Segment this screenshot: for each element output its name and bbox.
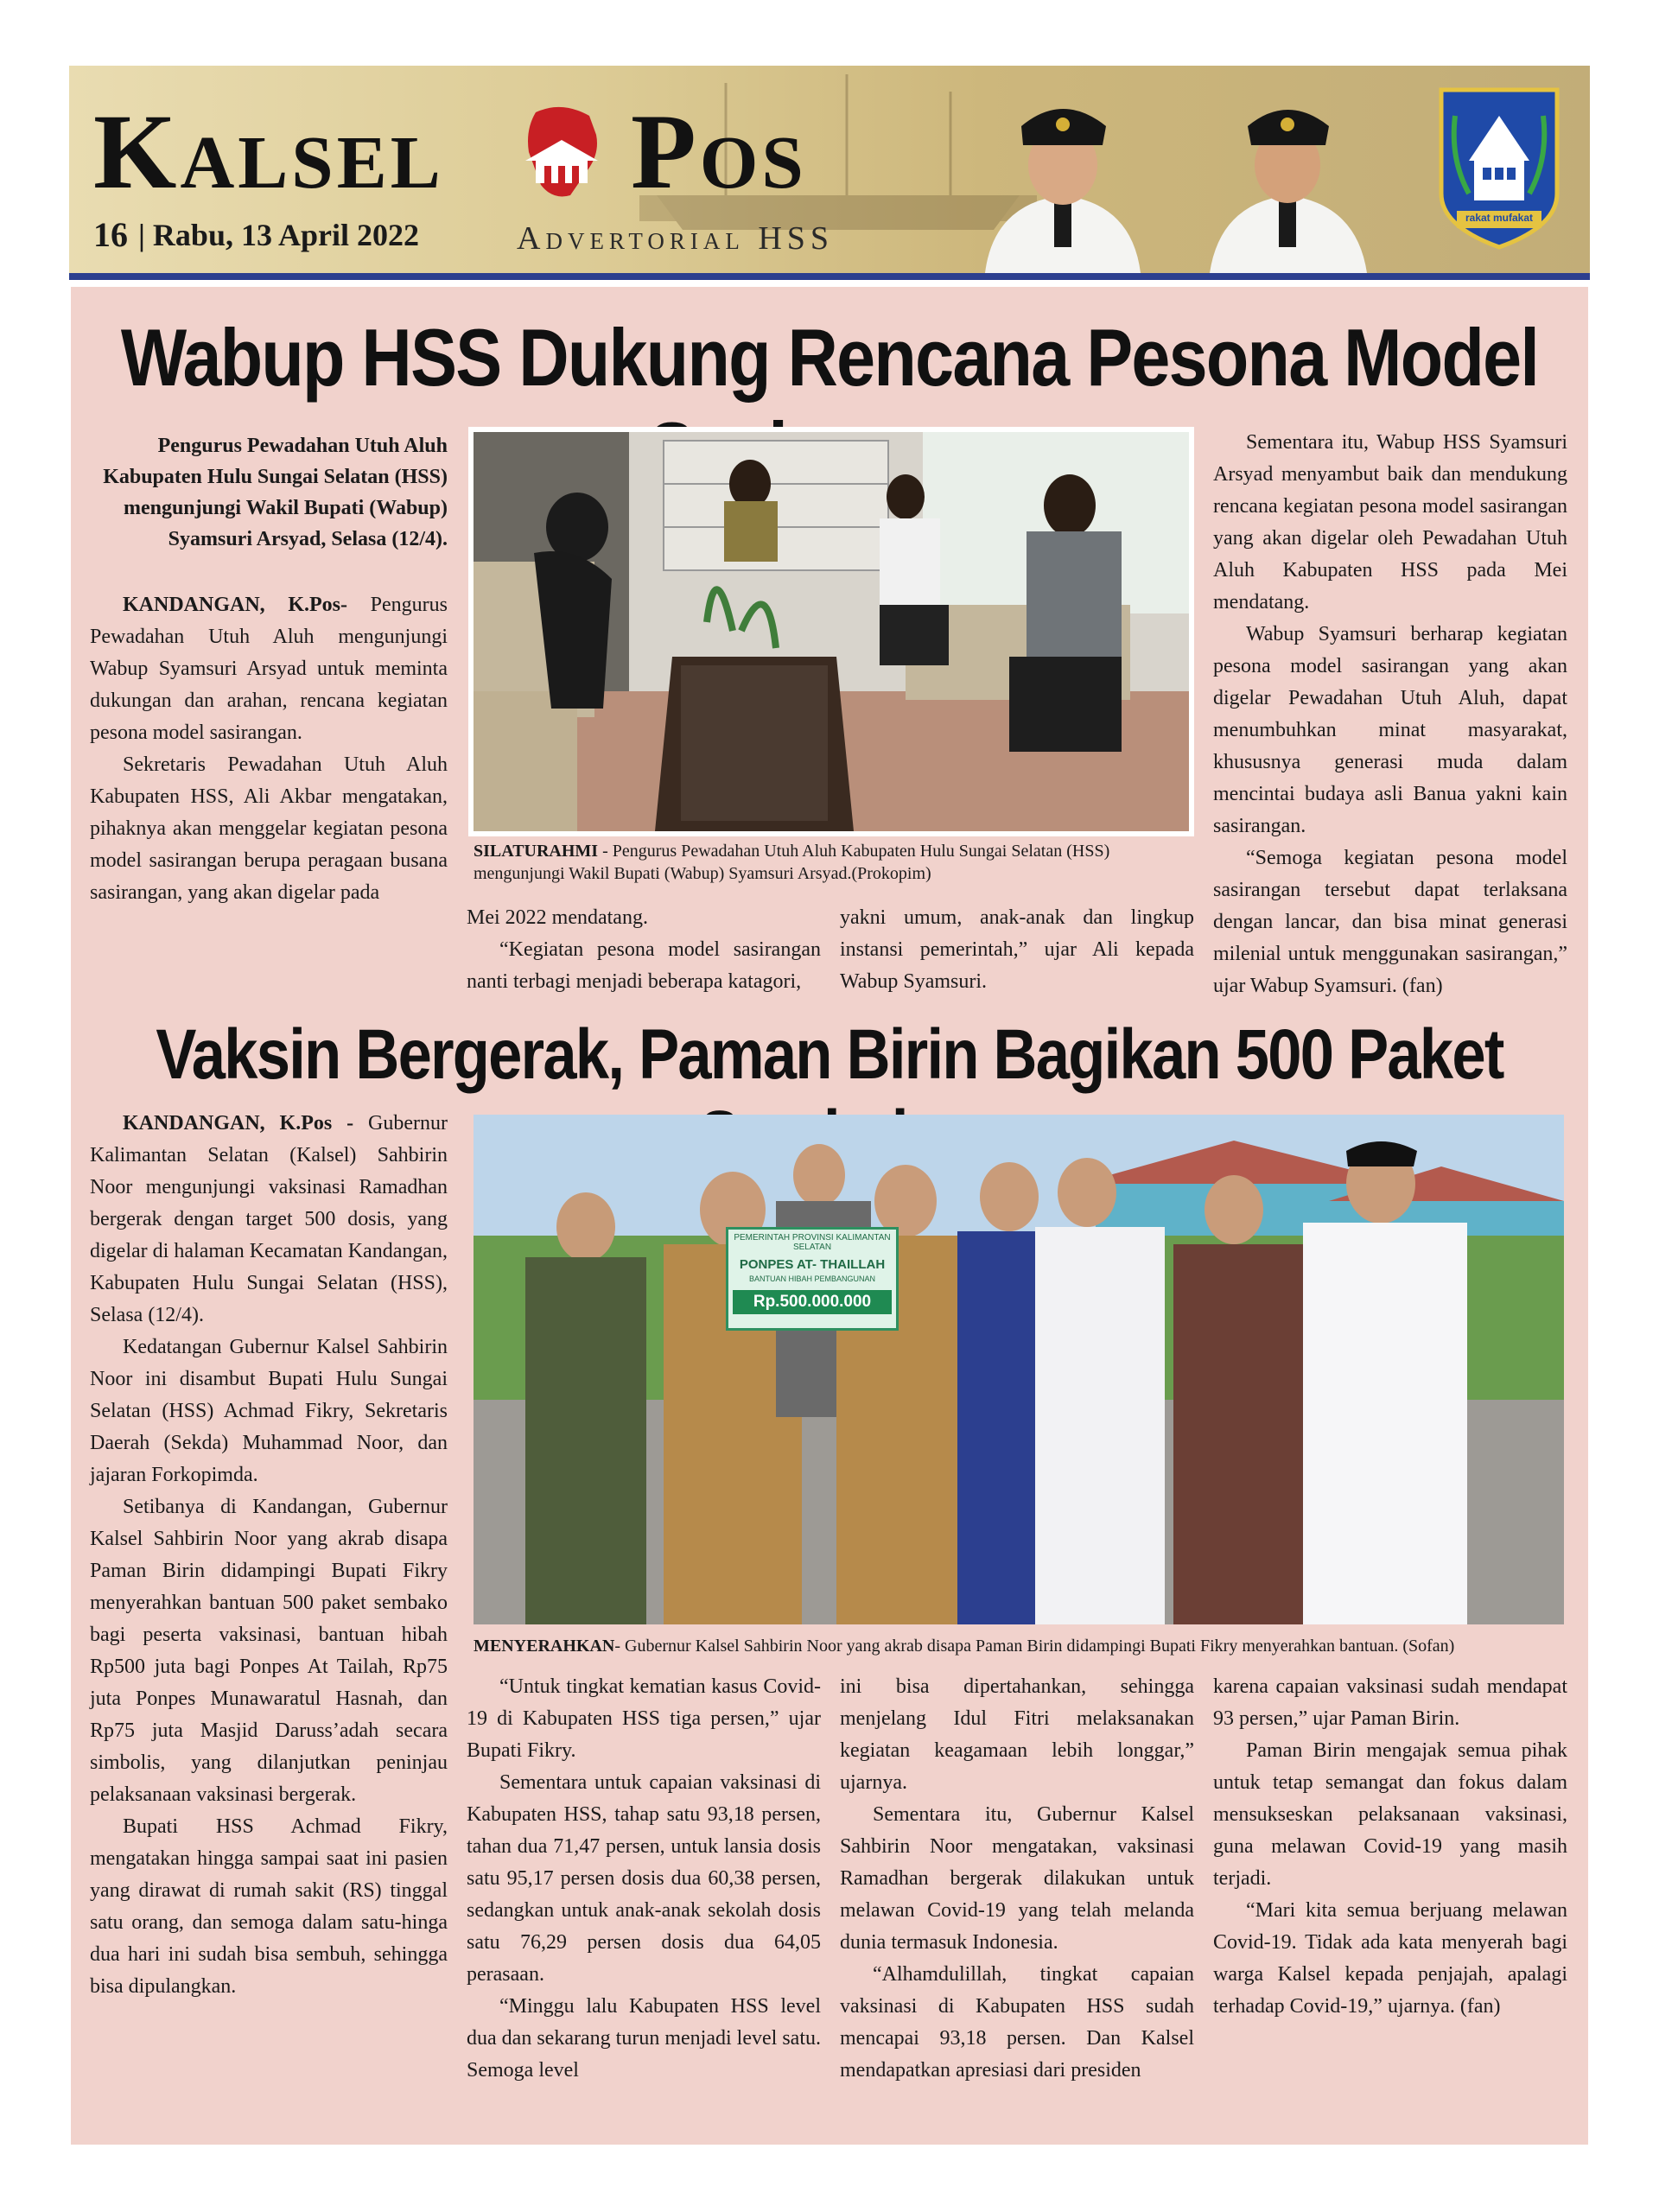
article1-dateline: KANDANGAN, K.Pos- — [123, 594, 347, 616]
article2-paragraph: Paman Birin mengajak semua pihak untuk tetap semangat dan fokus dalam mensukseskan pelaksanaan vaksinasi, guna melawan Covid-19 yang masih terjadi. — [1213, 1739, 1567, 1890]
banner-line-1: PEMERINTAH PROVINSI KALIMANTAN SELATAN — [734, 1233, 891, 1252]
article2-paragraph: “Minggu lalu Kabupaten HSS level dua dan sekarang turun menjadi level satu. Semoga level — [467, 1995, 821, 2082]
article1-paragraph: Wabup Syamsuri berharap kegiatan pesona model sasirangan yang akan digelar Pewadahan Utuh Aluh, dapat menumbuhkan minat masyarakat, khususnya generasi muda dalam mencintai budaya asli Banua yakni kain sasirangan. — [1213, 623, 1567, 837]
meeting-room-image — [474, 432, 1189, 831]
article2-paragraph: Sementara untuk capaian vaksinasi di Kabupaten HSS, tahap satu 93,18 persen, tahan dua 71,47 persen, untuk lansia dosis satu 95,17 persen dosis dua 60,38 persen, sedangkan untuk anak-anak sekolah dosis satu 76,29 persen dosis dua 64,05 perasaan. — [467, 1771, 821, 1986]
article2-paragraph: “Mari kita semua berjuang melawan Covid-19. Tidak ada kata menyerah bagi warga Kalsel kepada penjajah, apalagi terhadap Covid-19,” ujarnya. (fan) — [1213, 1899, 1567, 2018]
article1-paragraph: yakni umum, anak-anak dan lingkup instansi pemerintah,” ujar Ali kepada Wabup Syamsuri. — [840, 906, 1194, 993]
officials-portrait-photo — [968, 66, 1469, 273]
crest-shield-icon — [1434, 81, 1564, 254]
article1-column-3 — [840, 902, 1194, 998]
article2-column-2 — [467, 1671, 821, 2087]
photo1-caption-label: SILATURAHMI — [474, 842, 599, 861]
photo1-caption-text: - Pengurus Pewadahan Utuh Aluh Kabupaten Hulu Sungai Selatan (HSS) mengunjungi Wakil Bupati (Wabup) Syamsuri Arsyad.(Prokopim) — [474, 842, 1110, 883]
donation-banner — [726, 1227, 899, 1331]
section-name: Advertorial HSS — [517, 220, 835, 257]
article2-paragraph: Bupati HSS Achmad Fikry, mengatakan hingga sampai saat ini pasien yang dirawat di rumah sakit (RS) tinggal satu orang, dan semoga dalam satu-hinga dua hari ini sudah bisa sembuh, sehingga bisa dipulangkan. — [90, 1815, 448, 1998]
issue-date: | Rabu, 13 April 2022 — [138, 217, 419, 252]
article2-column-4 — [1213, 1671, 1567, 2023]
article2-paragraph: “Untuk tingkat kematian kasus Covid-19 di Kabupaten HSS tiga persen,” ujar Bupati Fikry. — [467, 1675, 821, 1762]
article1-text: Pengurus Pewadahan Utuh Aluh mengunjungi Wabup Syamsuri Arsyad untuk meminta dukungan dan arahan, rencana kegiatan pesona model sasirangan. — [90, 594, 448, 744]
masthead — [69, 66, 1590, 273]
photo2-caption-text: - Gubernur Kalsel Sahbirin Noor yang akrab disapa Paman Birin didampingi Bupati Fikry menyerahkan bantuan. (Sofan) — [614, 1637, 1455, 1656]
photo2-caption-label: MENYERAHKAN — [474, 1637, 615, 1656]
article2-paragraph: Kedatangan Gubernur Kalsel Sahbirin Noor ini disambut Bupati Hulu Sungai Selatan (HSS) Achmad Fikry, Sekretaris Daerah (Sekda) Muhammad Noor, dan jajaran Forkopimda. — [90, 1336, 448, 1486]
article2-column-1 — [90, 1108, 448, 2003]
crest-motto: rakat mufakat — [1465, 212, 1534, 224]
article1-lead: Pengurus Pewadahan Utuh Aluh Kabupaten Hulu Sungai Selatan (HSS) mengunjungi Wakil Bupati (Wabup) Syamsuri Arsyad, Selasa (12/4). — [103, 435, 448, 550]
menyerahkan-handover-photo — [474, 1115, 1564, 1624]
article1-column-2 — [467, 902, 821, 998]
article1-paragraph: Mei 2022 mendatang. — [467, 906, 648, 929]
logo-pos — [631, 92, 807, 211]
article1-headline: Wabup HSS Dukung Rencana Pesona Model — [120, 312, 1539, 403]
article2-paragraph: “Alhamdulillah, tingkat capaian vaksinasi di Kabupaten HSS sudah mencapai 93,18 persen. Dan Kalsel mendapatkan apresiasi dari presiden — [840, 1963, 1194, 2082]
article1-paragraph: “Semoga kegiatan pesona model sasirangan tersebut dapat terlaksana dengan lancar, dan bisa minat generasi milenial untuk menggunakan sasirangan,” ujar Wabup Syamsuri. (fan) — [1213, 847, 1567, 997]
article1-paragraph: Sementara itu, Wabup HSS Syamsuri Arsyad menyambut baik dan mendukung rencana kegiatan pesona model sasirangan yang akan digelar oleh Pewadahan Utuh Aluh Kabupaten HSS pada Mei mendatang. — [1213, 431, 1567, 613]
masthead-rule — [69, 273, 1590, 280]
rumah-banjar-logo-icon — [510, 100, 613, 204]
article2-column-3 — [840, 1671, 1194, 2087]
article2-headline: Vaksin Bergerak, Paman Birin Bagikan 500 Paket — [156, 1015, 1503, 1094]
banner-line-2: PONPES AT- THAILLAH — [739, 1257, 886, 1272]
article1-column-1 — [90, 430, 448, 909]
article1-column-4 — [1213, 427, 1567, 1002]
logo-kalsel — [93, 92, 444, 211]
banner-line-3: BANTUAN HIBAH PEMBANGUNAN — [748, 1274, 876, 1283]
article2-paragraph: Sementara itu, Gubernur Kalsel Sahbirin Noor mengatakan, vaksinasi Ramadhan bergerak dilakukan untuk melawan Covid-19 yang telah melanda dunia termasuk Indonesia. — [840, 1803, 1194, 1954]
banner-amount: Rp.500.000.000 — [733, 1290, 892, 1314]
article1-paragraph — [90, 589, 448, 749]
article2-dateline: KANDANGAN, K.Pos - — [123, 1112, 354, 1135]
article2-paragraph — [90, 1108, 448, 1332]
handover-ceremony-image — [474, 1115, 1564, 1624]
article1-paragraph: “Kegiatan pesona model sasirangan nanti terbagi menjadi beberapa katagori, — [467, 938, 821, 993]
logo-right-text: Pos — [631, 92, 807, 211]
hss-regency-crest — [1434, 81, 1564, 254]
article2-text: Gubernur Kalimantan Selatan (Kalsel) Sahbirin Noor mengunjungi vaksinasi Ramadhan bergerak dengan target 500 dosis, yang digelar di halaman Kecamatan Kandangan, Kabupaten Hulu Sungai Selatan (HSS), Selasa (12/4). — [90, 1112, 448, 1326]
page-number: 16 — [93, 215, 128, 254]
article2-paragraph: Setibanya di Kandangan, Gubernur Kalsel Sahbirin Noor yang akrab disapa Paman Birin didampingi Bupati Fikry menyerahkan bantuan 500 paket sembako bagi peserta vaksinasi, bantuan hibah Rp500 juta bagi Ponpes At Tailah, Rp75 juta Ponpes Munawaratul Hasnah, dan Rp75 juta Masjid Daruss’adah secara simbolis, yang dilanjutkan peninjau pelaksanaan vaksinasi bergerak. — [90, 1496, 448, 1806]
article1-paragraph: Sekretaris Pewadahan Utuh Aluh Kabupaten HSS, Ali Akbar mengatakan, pihaknya akan menggelar kegiatan pesona model sasirangan berupa peragaan busana sasirangan, yang akan digelar pada — [90, 753, 448, 904]
photo1-caption — [474, 840, 1191, 885]
photo2-caption — [474, 1635, 1564, 1657]
article2-paragraph: karena capaian vaksinasi sudah mendapat 93 persen,” ujar Paman Birin. — [1213, 1675, 1567, 1730]
issue-line — [93, 214, 419, 255]
article2-paragraph: ini bisa dipertahankan, sehingga menjelang Idul Fitri melaksanakan kegiatan keagamaan lebih longgar,” ujarnya. — [840, 1675, 1194, 1794]
logo-left-text: Kalsel — [93, 92, 444, 211]
silaturahmi-meeting-photo — [474, 432, 1189, 831]
